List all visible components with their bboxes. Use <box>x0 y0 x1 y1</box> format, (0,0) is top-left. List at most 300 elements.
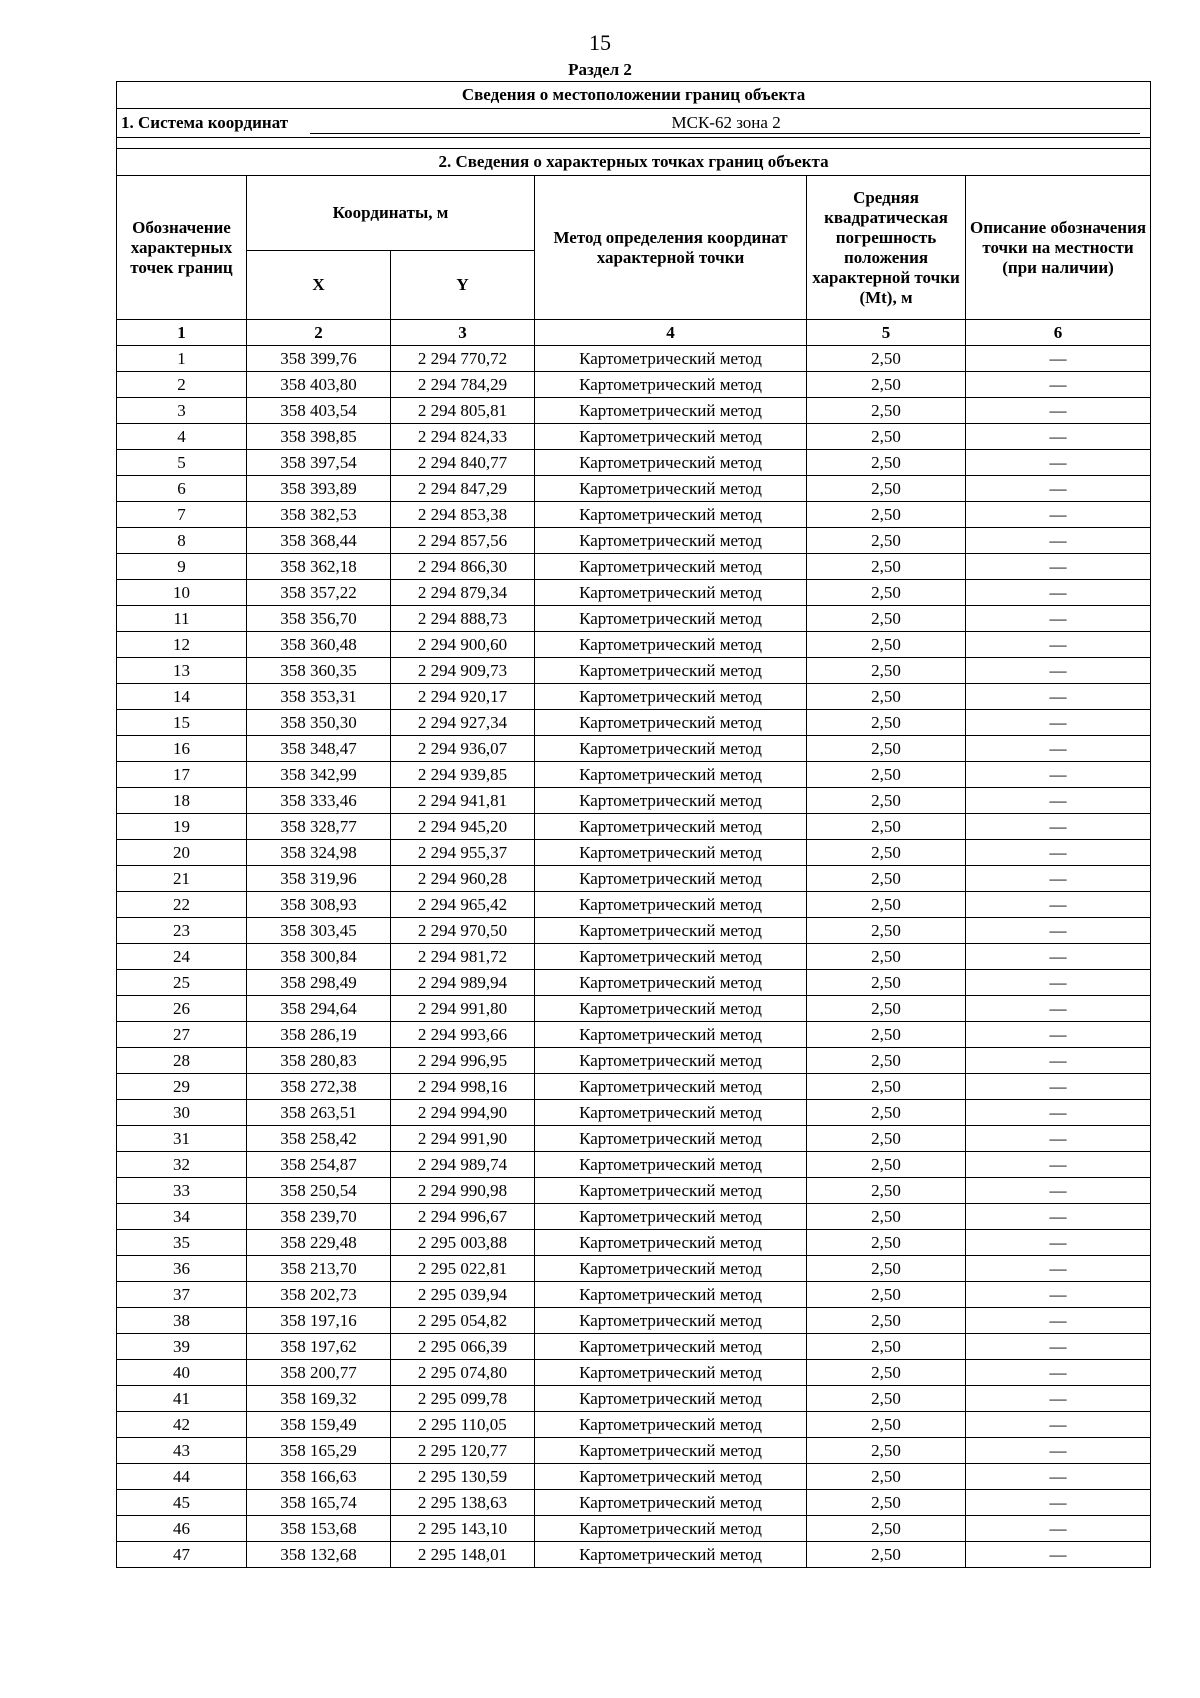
table-row <box>117 1438 1151 1464</box>
table-title: Сведения о местоположении границ объекта <box>117 82 1151 109</box>
coord-x-cell: 358 213,70 <box>247 1256 391 1282</box>
description-cell: — <box>966 632 1151 658</box>
table-row <box>117 1048 1151 1074</box>
error-value-cell: 2,50 <box>807 970 966 996</box>
point-id-cell: 38 <box>117 1308 247 1334</box>
point-id-cell: 30 <box>117 1100 247 1126</box>
coord-y-cell: 2 295 099,78 <box>391 1386 535 1412</box>
point-id-cell: 45 <box>117 1490 247 1516</box>
description-cell: — <box>966 1542 1151 1568</box>
header-method: Метод определения координат характерной точки <box>535 176 807 320</box>
method-cell: Картометрический метод <box>535 892 807 918</box>
description-cell: — <box>966 606 1151 632</box>
description-cell: — <box>966 736 1151 762</box>
coord-x-cell: 358 356,70 <box>247 606 391 632</box>
table-row <box>117 632 1151 658</box>
coord-x-cell: 358 398,85 <box>247 424 391 450</box>
coord-y-cell: 2 294 960,28 <box>391 866 535 892</box>
column-number: 3 <box>391 320 535 346</box>
point-id-cell: 42 <box>117 1412 247 1438</box>
point-id-cell: 25 <box>117 970 247 996</box>
column-number: 6 <box>966 320 1151 346</box>
coord-y-cell: 2 294 824,33 <box>391 424 535 450</box>
description-cell: — <box>966 762 1151 788</box>
error-value-cell: 2,50 <box>807 996 966 1022</box>
table-row <box>117 788 1151 814</box>
coord-y-cell: 2 294 770,72 <box>391 346 535 372</box>
description-cell: — <box>966 346 1151 372</box>
method-cell: Картометрический метод <box>535 450 807 476</box>
method-cell: Картометрический метод <box>535 1152 807 1178</box>
error-value-cell: 2,50 <box>807 1204 966 1230</box>
description-cell: — <box>966 372 1151 398</box>
method-cell: Картометрический метод <box>535 1542 807 1568</box>
method-cell: Картометрический метод <box>535 1412 807 1438</box>
coord-y-cell: 2 294 991,90 <box>391 1126 535 1152</box>
method-cell: Картометрический метод <box>535 684 807 710</box>
error-value-cell: 2,50 <box>807 528 966 554</box>
table-row <box>117 1022 1151 1048</box>
method-cell: Картометрический метод <box>535 1126 807 1152</box>
coord-x-cell: 358 319,96 <box>247 866 391 892</box>
table-row <box>117 918 1151 944</box>
coord-y-cell: 2 294 993,66 <box>391 1022 535 1048</box>
table-row <box>117 736 1151 762</box>
table-row <box>117 840 1151 866</box>
method-cell: Картометрический метод <box>535 476 807 502</box>
table-row <box>117 1126 1151 1152</box>
error-value-cell: 2,50 <box>807 1048 966 1074</box>
error-value-cell: 2,50 <box>807 788 966 814</box>
description-cell: — <box>966 424 1151 450</box>
coord-x-cell: 358 348,47 <box>247 736 391 762</box>
error-value-cell: 2,50 <box>807 658 966 684</box>
description-cell: — <box>966 1100 1151 1126</box>
column-number: 1 <box>117 320 247 346</box>
point-id-cell: 15 <box>117 710 247 736</box>
method-cell: Картометрический метод <box>535 606 807 632</box>
point-id-cell: 4 <box>117 424 247 450</box>
table-row <box>117 1100 1151 1126</box>
table-row <box>117 424 1151 450</box>
description-cell: — <box>966 1334 1151 1360</box>
header-designation: Обозначение характерных точек границ <box>117 176 247 320</box>
point-id-cell: 1 <box>117 346 247 372</box>
method-cell: Картометрический метод <box>535 788 807 814</box>
point-id-cell: 2 <box>117 372 247 398</box>
point-id-cell: 6 <box>117 476 247 502</box>
method-cell: Картометрический метод <box>535 1516 807 1542</box>
points-title: 2. Сведения о характерных точках границ объекта <box>117 149 1151 176</box>
coord-x-cell: 358 132,68 <box>247 1542 391 1568</box>
coord-x-cell: 358 303,45 <box>247 918 391 944</box>
coord-x-cell: 358 169,32 <box>247 1386 391 1412</box>
table-row <box>117 398 1151 424</box>
error-value-cell: 2,50 <box>807 1282 966 1308</box>
error-value-cell: 2,50 <box>807 684 966 710</box>
table-row <box>117 1542 1151 1568</box>
section-title: Раздел 2 <box>568 60 632 79</box>
error-value-cell: 2,50 <box>807 814 966 840</box>
coord-y-cell: 2 294 853,38 <box>391 502 535 528</box>
spacer-row <box>117 138 1151 149</box>
table-row <box>117 762 1151 788</box>
error-value-cell: 2,50 <box>807 1438 966 1464</box>
error-value-cell: 2,50 <box>807 1516 966 1542</box>
table-row <box>117 1386 1151 1412</box>
error-value-cell: 2,50 <box>807 346 966 372</box>
coord-y-cell: 2 295 066,39 <box>391 1334 535 1360</box>
point-rows <box>117 346 1151 1568</box>
coord-y-cell: 2 294 989,94 <box>391 970 535 996</box>
coord-x-cell: 358 294,64 <box>247 996 391 1022</box>
point-id-cell: 37 <box>117 1282 247 1308</box>
description-cell: — <box>966 502 1151 528</box>
description-cell: — <box>966 1412 1151 1438</box>
coord-x-cell: 358 399,76 <box>247 346 391 372</box>
description-cell: — <box>966 1230 1151 1256</box>
boundary-table <box>116 81 1151 1568</box>
coord-x-cell: 358 165,74 <box>247 1490 391 1516</box>
method-cell: Картометрический метод <box>535 996 807 1022</box>
table-row <box>117 1178 1151 1204</box>
coord-x-cell: 358 202,73 <box>247 1282 391 1308</box>
coord-y-cell: 2 294 857,56 <box>391 528 535 554</box>
coordinate-system-row <box>117 109 1151 138</box>
table-row <box>117 1464 1151 1490</box>
header-description: Описание обозначения точки на местности (при наличии) <box>966 176 1151 320</box>
coord-x-cell: 358 272,38 <box>247 1074 391 1100</box>
coord-y-cell: 2 294 840,77 <box>391 450 535 476</box>
error-value-cell: 2,50 <box>807 502 966 528</box>
description-cell: — <box>966 970 1151 996</box>
coord-x-cell: 358 360,48 <box>247 632 391 658</box>
point-id-cell: 19 <box>117 814 247 840</box>
method-cell: Картометрический метод <box>535 1308 807 1334</box>
coord-x-cell: 358 357,22 <box>247 580 391 606</box>
method-cell: Картометрический метод <box>535 1256 807 1282</box>
error-value-cell: 2,50 <box>807 1542 966 1568</box>
point-id-cell: 14 <box>117 684 247 710</box>
point-id-cell: 12 <box>117 632 247 658</box>
method-cell: Картометрический метод <box>535 970 807 996</box>
error-value-cell: 2,50 <box>807 1360 966 1386</box>
method-cell: Картометрический метод <box>535 658 807 684</box>
description-cell: — <box>966 1022 1151 1048</box>
point-id-cell: 35 <box>117 1230 247 1256</box>
table-row <box>117 892 1151 918</box>
point-id-cell: 44 <box>117 1464 247 1490</box>
header-y: Y <box>391 251 535 320</box>
point-id-cell: 29 <box>117 1074 247 1100</box>
method-cell: Картометрический метод <box>535 710 807 736</box>
point-id-cell: 18 <box>117 788 247 814</box>
coord-y-cell: 2 295 130,59 <box>391 1464 535 1490</box>
method-cell: Картометрический метод <box>535 580 807 606</box>
point-id-cell: 3 <box>117 398 247 424</box>
column-number: 2 <box>247 320 391 346</box>
description-cell: — <box>966 1152 1151 1178</box>
error-value-cell: 2,50 <box>807 1126 966 1152</box>
error-value-cell: 2,50 <box>807 424 966 450</box>
coord-x-cell: 358 393,89 <box>247 476 391 502</box>
coord-x-cell: 358 350,30 <box>247 710 391 736</box>
coord-x-cell: 358 263,51 <box>247 1100 391 1126</box>
point-id-cell: 31 <box>117 1126 247 1152</box>
point-id-cell: 8 <box>117 528 247 554</box>
point-id-cell: 22 <box>117 892 247 918</box>
error-value-cell: 2,50 <box>807 1256 966 1282</box>
coord-y-cell: 2 294 955,37 <box>391 840 535 866</box>
coord-x-cell: 358 229,48 <box>247 1230 391 1256</box>
method-cell: Картометрический метод <box>535 814 807 840</box>
coord-x-cell: 358 165,29 <box>247 1438 391 1464</box>
table-row <box>117 1282 1151 1308</box>
table-row <box>117 814 1151 840</box>
description-cell: — <box>966 450 1151 476</box>
description-cell: — <box>966 1256 1151 1282</box>
table-row <box>117 1230 1151 1256</box>
method-cell: Картометрический метод <box>535 372 807 398</box>
coord-x-cell: 358 286,19 <box>247 1022 391 1048</box>
error-value-cell: 2,50 <box>807 710 966 736</box>
error-value-cell: 2,50 <box>807 1022 966 1048</box>
method-cell: Картометрический метод <box>535 918 807 944</box>
coord-x-cell: 358 166,63 <box>247 1464 391 1490</box>
error-value-cell: 2,50 <box>807 1334 966 1360</box>
error-value-cell: 2,50 <box>807 918 966 944</box>
coord-x-cell: 358 197,16 <box>247 1308 391 1334</box>
description-cell: — <box>966 866 1151 892</box>
coord-y-cell: 2 295 003,88 <box>391 1230 535 1256</box>
point-id-cell: 9 <box>117 554 247 580</box>
coord-x-cell: 358 360,35 <box>247 658 391 684</box>
method-cell: Картометрический метод <box>535 554 807 580</box>
error-value-cell: 2,50 <box>807 476 966 502</box>
description-cell: — <box>966 528 1151 554</box>
error-value-cell: 2,50 <box>807 1464 966 1490</box>
coord-y-cell: 2 295 054,82 <box>391 1308 535 1334</box>
error-value-cell: 2,50 <box>807 372 966 398</box>
coord-x-cell: 358 362,18 <box>247 554 391 580</box>
coord-x-cell: 358 153,68 <box>247 1516 391 1542</box>
error-value-cell: 2,50 <box>807 398 966 424</box>
point-id-cell: 34 <box>117 1204 247 1230</box>
coord-x-cell: 358 328,77 <box>247 814 391 840</box>
coord-y-cell: 2 294 996,95 <box>391 1048 535 1074</box>
table-row <box>117 710 1151 736</box>
coord-x-cell: 358 382,53 <box>247 502 391 528</box>
description-cell: — <box>966 1048 1151 1074</box>
table-row <box>117 1152 1151 1178</box>
header-error: Средняя квадратическая погрешность положения характерной точки (Mt), м <box>807 176 966 320</box>
description-cell: — <box>966 944 1151 970</box>
description-cell: — <box>966 1386 1151 1412</box>
method-cell: Картометрический метод <box>535 866 807 892</box>
coord-x-cell: 358 397,54 <box>247 450 391 476</box>
table-row <box>117 1308 1151 1334</box>
coord-y-cell: 2 294 805,81 <box>391 398 535 424</box>
point-id-cell: 26 <box>117 996 247 1022</box>
error-value-cell: 2,50 <box>807 554 966 580</box>
description-cell: — <box>966 1464 1151 1490</box>
description-cell: — <box>966 684 1151 710</box>
table-row <box>117 502 1151 528</box>
point-id-cell: 21 <box>117 866 247 892</box>
point-id-cell: 13 <box>117 658 247 684</box>
error-value-cell: 2,50 <box>807 1308 966 1334</box>
description-cell: — <box>966 996 1151 1022</box>
point-id-cell: 32 <box>117 1152 247 1178</box>
point-id-cell: 16 <box>117 736 247 762</box>
error-value-cell: 2,50 <box>807 1100 966 1126</box>
coord-y-cell: 2 294 909,73 <box>391 658 535 684</box>
header-coordinates: Координаты, м <box>247 176 535 251</box>
description-cell: — <box>966 840 1151 866</box>
coord-y-cell: 2 294 981,72 <box>391 944 535 970</box>
error-value-cell: 2,50 <box>807 450 966 476</box>
page-number: 15 <box>589 30 611 55</box>
description-cell: — <box>966 1204 1151 1230</box>
point-id-cell: 39 <box>117 1334 247 1360</box>
description-cell: — <box>966 1516 1151 1542</box>
table-row <box>117 1074 1151 1100</box>
header-x: X <box>247 251 391 320</box>
description-cell: — <box>966 476 1151 502</box>
point-id-cell: 7 <box>117 502 247 528</box>
table-row <box>117 996 1151 1022</box>
method-cell: Картометрический метод <box>535 1360 807 1386</box>
coord-y-cell: 2 294 945,20 <box>391 814 535 840</box>
coord-y-cell: 2 294 941,81 <box>391 788 535 814</box>
table-row <box>117 476 1151 502</box>
table-row <box>117 580 1151 606</box>
error-value-cell: 2,50 <box>807 1152 966 1178</box>
method-cell: Картометрический метод <box>535 1438 807 1464</box>
description-cell: — <box>966 554 1151 580</box>
error-value-cell: 2,50 <box>807 762 966 788</box>
coord-y-cell: 2 295 110,05 <box>391 1412 535 1438</box>
error-value-cell: 2,50 <box>807 892 966 918</box>
coord-y-cell: 2 294 927,34 <box>391 710 535 736</box>
table-row <box>117 606 1151 632</box>
point-id-cell: 41 <box>117 1386 247 1412</box>
header-row <box>117 176 1151 251</box>
table-row <box>117 658 1151 684</box>
coord-y-cell: 2 295 120,77 <box>391 1438 535 1464</box>
description-cell: — <box>966 918 1151 944</box>
description-cell: — <box>966 398 1151 424</box>
point-id-cell: 46 <box>117 1516 247 1542</box>
method-cell: Картометрический метод <box>535 944 807 970</box>
description-cell: — <box>966 814 1151 840</box>
coord-x-cell: 358 239,70 <box>247 1204 391 1230</box>
coord-y-cell: 2 294 994,90 <box>391 1100 535 1126</box>
point-id-cell: 11 <box>117 606 247 632</box>
coord-y-cell: 2 294 900,60 <box>391 632 535 658</box>
coord-y-cell: 2 295 039,94 <box>391 1282 535 1308</box>
error-value-cell: 2,50 <box>807 944 966 970</box>
method-cell: Картометрический метод <box>535 502 807 528</box>
method-cell: Картометрический метод <box>535 1230 807 1256</box>
error-value-cell: 2,50 <box>807 1074 966 1100</box>
method-cell: Картометрический метод <box>535 840 807 866</box>
method-cell: Картометрический метод <box>535 528 807 554</box>
coord-y-cell: 2 294 998,16 <box>391 1074 535 1100</box>
method-cell: Картометрический метод <box>535 1386 807 1412</box>
coord-y-cell: 2 295 074,80 <box>391 1360 535 1386</box>
description-cell: — <box>966 1360 1151 1386</box>
description-cell: — <box>966 1178 1151 1204</box>
point-id-cell: 40 <box>117 1360 247 1386</box>
table-row <box>117 1360 1151 1386</box>
coord-x-cell: 358 368,44 <box>247 528 391 554</box>
point-id-cell: 27 <box>117 1022 247 1048</box>
coord-y-cell: 2 294 989,74 <box>391 1152 535 1178</box>
method-cell: Картометрический метод <box>535 1178 807 1204</box>
method-cell: Картометрический метод <box>535 1100 807 1126</box>
method-cell: Картометрический метод <box>535 762 807 788</box>
table-row <box>117 684 1151 710</box>
coord-y-cell: 2 295 138,63 <box>391 1490 535 1516</box>
table-row <box>117 1490 1151 1516</box>
coord-x-cell: 358 200,77 <box>247 1360 391 1386</box>
coord-y-cell: 2 294 996,67 <box>391 1204 535 1230</box>
method-cell: Картометрический метод <box>535 1022 807 1048</box>
coord-y-cell: 2 294 888,73 <box>391 606 535 632</box>
coord-x-cell: 358 333,46 <box>247 788 391 814</box>
coordinate-system-value: МСК-62 зона 2 <box>310 113 1140 134</box>
method-cell: Картометрический метод <box>535 424 807 450</box>
method-cell: Картометрический метод <box>535 1074 807 1100</box>
description-cell: — <box>966 710 1151 736</box>
point-id-cell: 33 <box>117 1178 247 1204</box>
table-row <box>117 450 1151 476</box>
coord-x-cell: 358 353,31 <box>247 684 391 710</box>
method-cell: Картометрический метод <box>535 632 807 658</box>
error-value-cell: 2,50 <box>807 1490 966 1516</box>
coord-y-cell: 2 295 148,01 <box>391 1542 535 1568</box>
coord-x-cell: 358 159,49 <box>247 1412 391 1438</box>
description-cell: — <box>966 1074 1151 1100</box>
table-row <box>117 1412 1151 1438</box>
coord-y-cell: 2 294 879,34 <box>391 580 535 606</box>
coord-y-cell: 2 294 970,50 <box>391 918 535 944</box>
error-value-cell: 2,50 <box>807 1230 966 1256</box>
method-cell: Картометрический метод <box>535 346 807 372</box>
error-value-cell: 2,50 <box>807 632 966 658</box>
table-row <box>117 528 1151 554</box>
table-row <box>117 1334 1151 1360</box>
coord-y-cell: 2 294 939,85 <box>391 762 535 788</box>
description-cell: — <box>966 1490 1151 1516</box>
point-id-cell: 43 <box>117 1438 247 1464</box>
table-row <box>117 944 1151 970</box>
point-id-cell: 17 <box>117 762 247 788</box>
coord-y-cell: 2 294 965,42 <box>391 892 535 918</box>
table-row <box>117 554 1151 580</box>
point-id-cell: 20 <box>117 840 247 866</box>
coord-x-cell: 358 308,93 <box>247 892 391 918</box>
table-row <box>117 1204 1151 1230</box>
table-row <box>117 1516 1151 1542</box>
coord-y-cell: 2 294 920,17 <box>391 684 535 710</box>
error-value-cell: 2,50 <box>807 606 966 632</box>
column-number: 5 <box>807 320 966 346</box>
coord-y-cell: 2 294 847,29 <box>391 476 535 502</box>
point-id-cell: 28 <box>117 1048 247 1074</box>
method-cell: Картометрический метод <box>535 1490 807 1516</box>
